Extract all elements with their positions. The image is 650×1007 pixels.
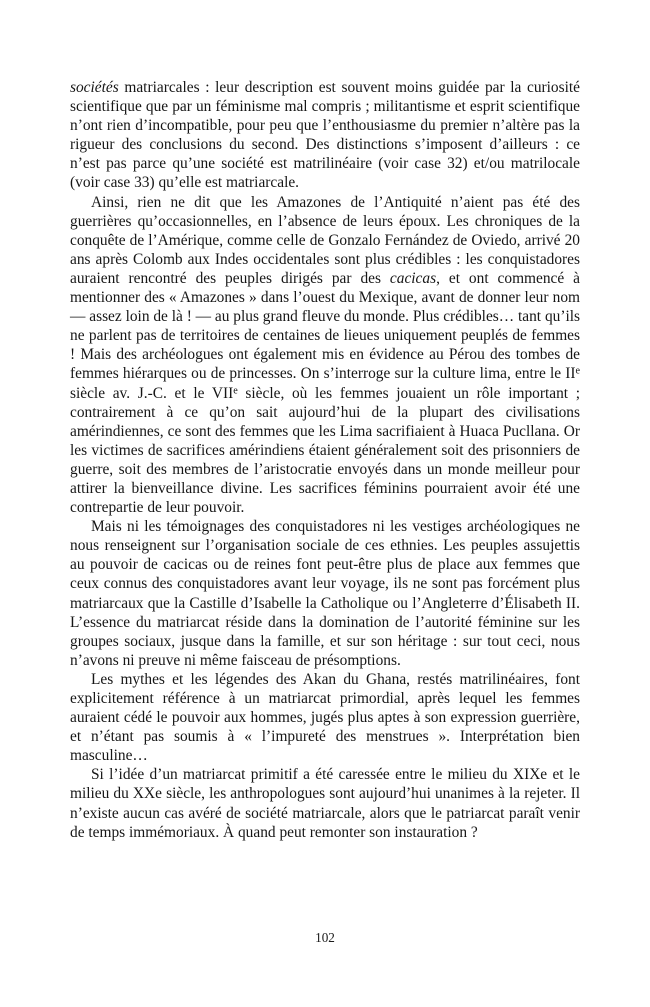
italic-run: sociétés [70, 79, 119, 96]
paragraph: sociétés matriarcales : leur description est souvent moins guidée par la curiosité scientifique que par un féminisme mal compris ; militantisme et esprit scientifique n’ont rien d’incompatible, pour peu que l’enthousiasme du premier n’altère pas la rigueur des conclusions du second. Des distinctions s’imposent d’ailleurs : ce n’est pas parce qu’une société est matrilinéaire (voir case 32) et/ou matrilocale (voir case 33) qu’elle est matriarcale. [70, 79, 580, 192]
superscript-ordinal: e [233, 385, 238, 397]
superscript-ordinal: e [575, 366, 580, 378]
page-text-block [70, 78, 580, 842]
paragraph: Si l’idée d’un matriarcat primitif a été caressée entre le milieu du XIXe et le milieu du XXe siècle, les anthropologues sont aujourd’hui unanimes à la rejeter. Il n’existe aucun cas avéré de société matriarcale, alors que le patriarcat paraît venir de temps immémoriaux. À quand peut remonter son instauration ? [70, 766, 580, 841]
paragraph: Les mythes et les légendes des Akan du Ghana, restés matrilinéaires, font explicitement référence à un matriarcat primordial, après lequel les femmes auraient cédé le pouvoir aux hommes, jugés plus aptes à son expression guerrière, et n’étant pas soumis à « l’impureté des menstrues ». Interprétation bien masculine… [70, 670, 580, 765]
italic-run: cacicas [389, 269, 437, 287]
paragraph: Ainsi, rien ne dit que les Amazones de l’Antiquité n’aient pas été des guerrières qu’occasionnelles, en l’absence de leurs époux. Les chroniques de la conquête de l’Amérique, comme celle de Gonzalo Fernández de Oviedo, arrivé 20 ans après Colomb aux Indes occidentales sont plus crédibles : les conquistadores auraient rencontré des peuples dirigés par des cacicas, et ont commencé à mentionner des « Amazones » dans l’ouest du Mexique, avant de donner leur nom — assez loin de là ! — au plus grand fleuve du monde. Plus crédibles… tant qu’ils ne parlent pas de territoires de centaines de lieues uniquement peuplés de femmes ! Mais des archéologues ont également mis en évidence au Pérou des tombes de femmes hiérarques ou de princesses. On s’interroge sur la culture lima, entre le IIe siècle av. J.-C. et le VIIe siècle, où les femmes jouaient un rôle important ; contrairement à ce qu’on sait aujourd’hui de la plupart des civilisations amérindiennes, ce sont des femmes que les Lima sacrifiaient à Huaca Pucllana. Or les victimes de sacrifices amérindiens étaient généralement soit des prisonniers de guerre, soit des membres de l’aristocratie envoyés dans un monde meilleur pour attirer la bienveillance divine. Les sacrifices féminins pourraient avoir été une contrepartie de leur pouvoir. [70, 193, 580, 517]
paragraph: Mais ni les témoignages des conquistadores ni les vestiges archéologiques ne nous renseignent sur l’organisation sociale de ces ethnies. Les peuples assujettis au pouvoir de cacicas ou de reines font peut-être plus de place aux femmes que ceux connus des conquistadores avant leur voyage, ils ne sont pas forcément plus matriarcaux que la Castille d’Isabelle la Catholique ou l’Angleterre d’Élisabeth II. L’essence du matriarcat réside dans la domination de l’autorité féminine sur les groupes sociaux, jusque dans la famille, et sur son héritage : sur tout ceci, nous n’avons ni preuve ni même faisceau de présomptions. [70, 518, 580, 669]
page-number: 102 [315, 930, 335, 945]
